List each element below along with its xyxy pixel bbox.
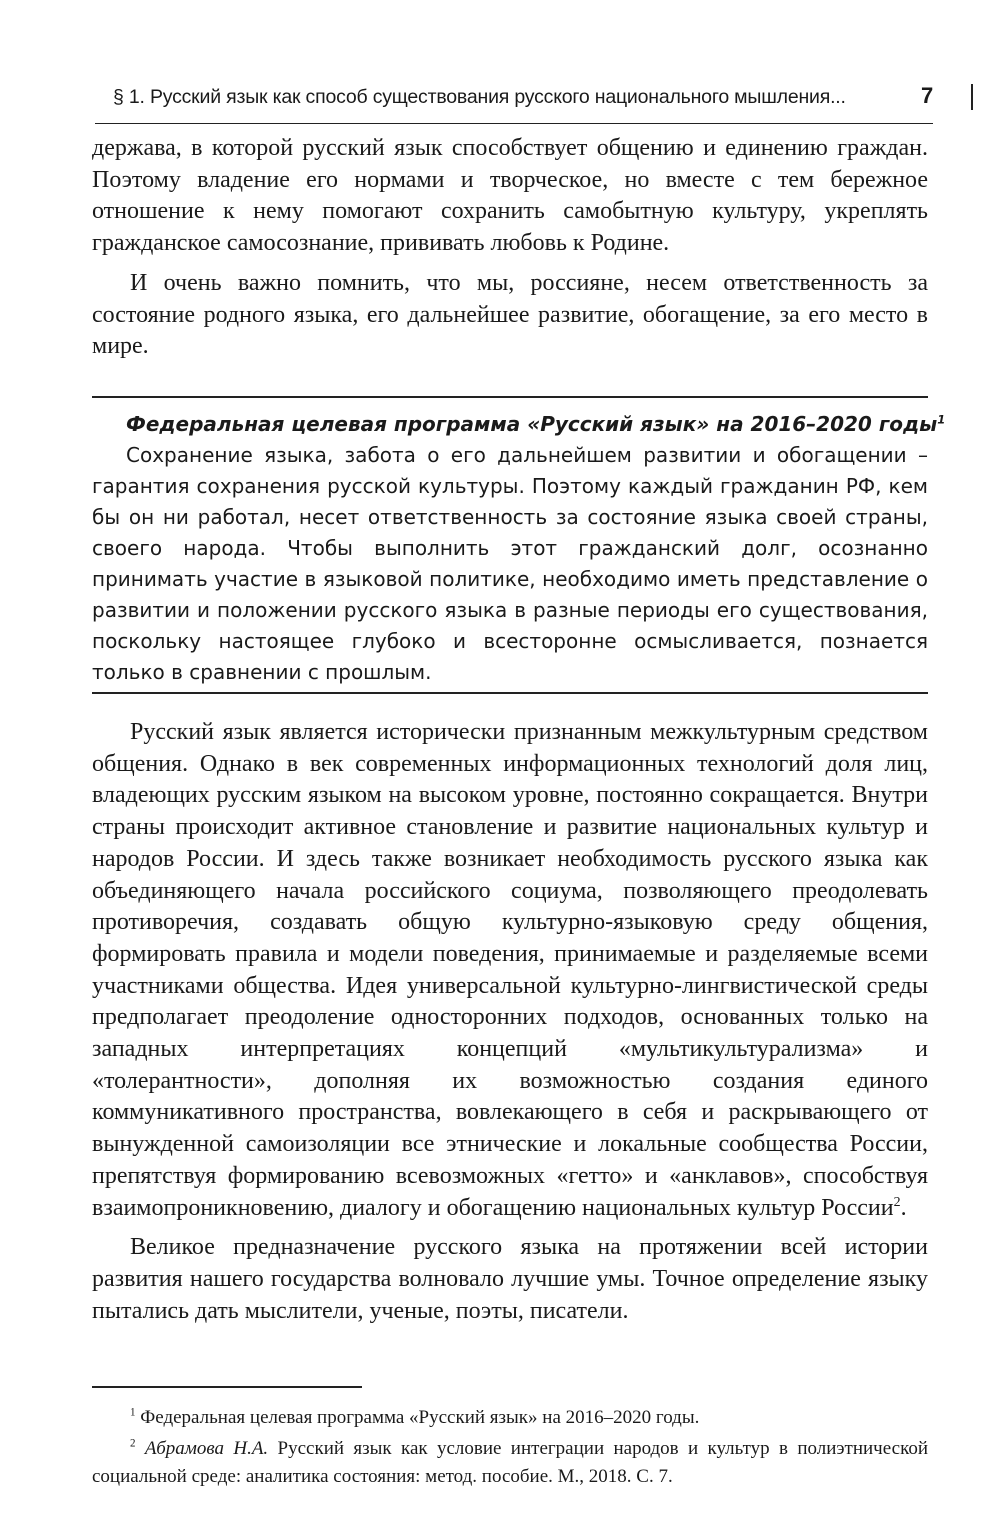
footnote-marker: 1 xyxy=(130,1406,136,1419)
footnote-2 xyxy=(92,1435,928,1491)
sidebar-top-rule xyxy=(92,396,928,398)
paragraph-responsibility: И очень важно помнить, что мы, россияне, несем ответственность за состояние родного языка, его дальнейшее развитие, обогащение, за его место в мире. xyxy=(92,269,928,360)
footnote-ref-2[interactable]: 2 xyxy=(893,1194,901,1210)
running-title: § 1. Русский язык как способ существования русского национального мышления... xyxy=(113,86,846,108)
sidebar-title-text: Федеральная целевая программа «Русский язык» на 2016–2020 годы xyxy=(126,412,938,436)
paragraph-intercultural xyxy=(92,717,928,1224)
sidebar-title xyxy=(126,412,946,436)
page-number: 7 xyxy=(920,83,933,108)
footnote-author: Абрамова Н.А. xyxy=(144,1438,269,1459)
intro-text-block xyxy=(92,133,928,363)
sidebar-bottom-rule xyxy=(92,692,928,694)
paragraph-continuation: держава, в которой русский язык способствует общению и единению граждан. Поэтому владение его нормами и творческое, но вместе с тем бережное отношение к нему помогают сохранить самобытную культуру, укреплять гражданское самосознание, прививать любовь к Родине. xyxy=(92,135,928,257)
main-text-block xyxy=(92,717,928,1327)
footnote-ref-1[interactable]: 1 xyxy=(937,412,946,427)
paragraph-intercultural-tail: . xyxy=(900,1194,907,1221)
footnotes xyxy=(92,1404,928,1491)
header-separator xyxy=(971,84,973,110)
paragraph-great-purpose-text: Великое предназначение русского языка на протяжении всей истории развития нашего государства волновало лучшие умы. Точное определение языку пытались дать мыслители, ученые, поэты, писатели. xyxy=(92,1234,928,1324)
footnote-text: Русский язык как условие интеграции народов и культур в полиэтнической социальной среде: аналитика состояния: метод. пособие. М., 2018. С. 7. xyxy=(92,1438,929,1487)
sidebar-body: Сохранение языка, забота о его дальнейшем развитии и обогащении – гарантия сохранения русской культуры. Поэтому каждый гражданин РФ, кем бы он ни работал, несет ответственность за состояние языка своей страны, своего народа. Чтобы выполнить этот гражданский долг, осознанно принимать участие в языковой политике, необходимо иметь представление о развитии и положении русского языка в разные периоды его существования, поскольку настоящее глубоко и всесторонне осмысливается, познается только в сравнении с прошлым. xyxy=(92,443,928,684)
footnote-text: Федеральная целевая программа «Русский язык» на 2016–2020 годы. xyxy=(140,1407,700,1428)
paragraph-intercultural-text: Русский язык является исторически признанным межкультурным средством общения. Однако в век современных информационных технологий доля лиц, владеющих русским языком на высоком уровне, постоянно сокращается. Внутри страны происходит активное становление и развитие национальных культур и народов России. И здесь также возникает необходимость русского языка как объединяющего начала российского социума, позволяющего преодолевать противоречия, создавать общую культурно-языковую среду общения, формировать правила и модели поведения, принимаемые и разделяемые всеми участниками общества. Идея универсальной культурно-лингвистической среды предполагает преодоление односторонних подходов, основанных только на западных интерпретациях концепций «мультикультурализма» и «толерантности», дополняя их возможностью создания единого коммуникативного пространства, вовлекающего в себя и раскрывающего от вынужденной самоизоляции все этнические и локальные сообщества России, препятствуя формированию всевозможных «гетто» и «анклавов», способствуя взаимопроникновению, диалогу и обогащению национальных культур России xyxy=(92,719,928,1221)
header-rule xyxy=(95,123,933,125)
footnote-1 xyxy=(92,1404,928,1432)
footnote-marker: 2 xyxy=(130,1437,136,1450)
paragraph-great-purpose xyxy=(92,1232,928,1327)
program-sidebar xyxy=(92,396,946,694)
running-header xyxy=(95,80,933,116)
footnote-separator xyxy=(92,1386,362,1388)
